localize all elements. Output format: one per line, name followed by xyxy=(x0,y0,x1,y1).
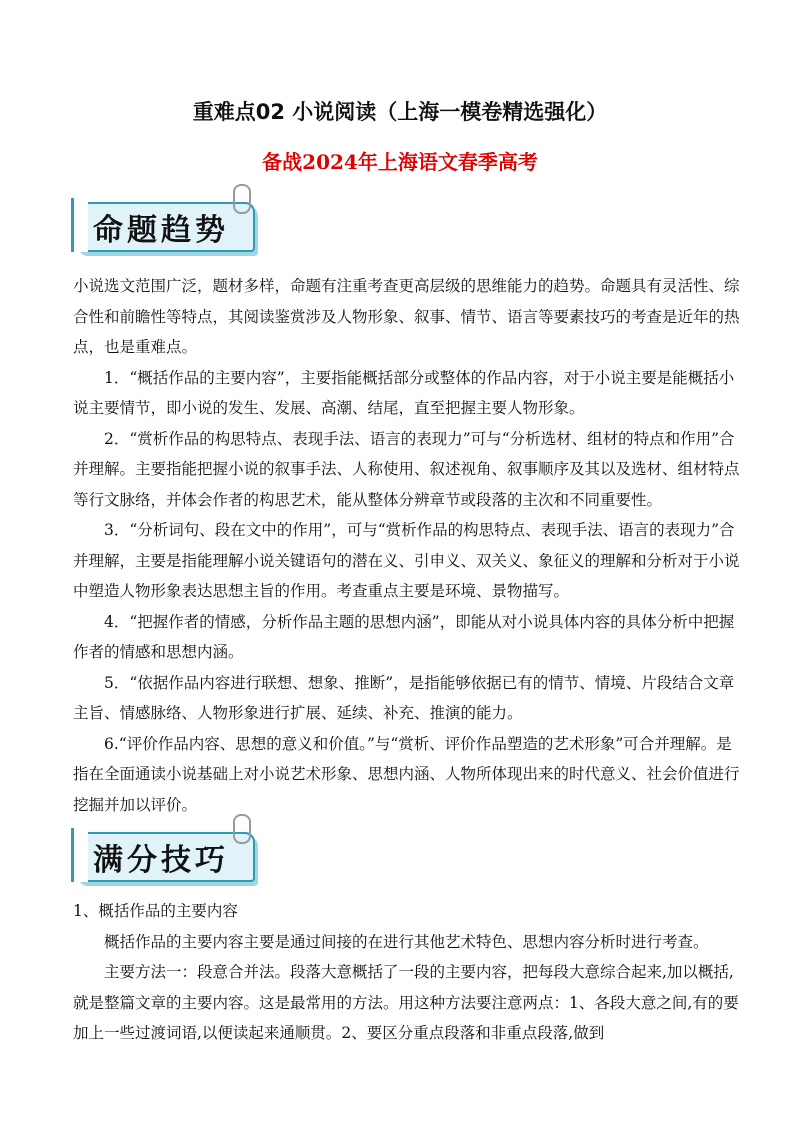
paragraph: 3．“分析词句、段在文中的作用”，可与“赏析作品的构思特点、表现手法、语言的表现力”合并理解，主要是指能理解小说关键语句的潜在义、引申义、双关义、象征义的理解和分析对于小说中塑造人物形象表达思想主旨的作用。考查重点主要是环境、景物描写。 xyxy=(73,521,740,600)
paragraph: 小说选文范围广泛，题材多样，命题有注重考查更高层级的思维能力的趋势。命题具有灵活性、综合性和前瞻性等特点，其阅读鉴赏涉及人物形象、叙事、情节、语言等要素技巧的考查是近年的热点，也是重难点。 xyxy=(73,277,740,356)
paragraph: 概括作品的主要内容主要是通过间接的在进行其他艺术特色、思想内容分析时进行考查。 xyxy=(104,932,709,951)
section-heading: 1、概括作品的主要内容 xyxy=(73,902,238,920)
document-subtitle: 备战2024年上海语文春季高考 xyxy=(262,150,538,174)
section-skills-body xyxy=(73,896,743,1049)
paragraph: 主要方法一：段意合并法。段落大意概括了一段的主要内容，把每段大意综合起来,加以概括,就是整篇文章的主要内容。这是最常用的方法。用这种方法要注意两点：1、各段大意之间,有的要加上一些过渡词语,以便读起来通顺贯。2、要区分重点段落和非重点段落,做到 xyxy=(73,963,739,1042)
paperclip-icon xyxy=(233,184,251,214)
banner-fold xyxy=(71,198,88,252)
section-banner-skills xyxy=(75,826,263,884)
section-trend-body xyxy=(73,271,743,820)
banner-fold xyxy=(71,828,88,882)
banner-label: 满分技巧 xyxy=(93,843,229,878)
document-title: 重难点02 小说阅读（上海一模卷精选强化） xyxy=(192,100,608,124)
paragraph: 4．“把握作者的情感，分析作品主题的思想内涵”，即能从对小说具体内容的具体分析中把握作者的情感和思想内涵。 xyxy=(73,612,735,661)
paragraph: 5．“依据作品内容进行联想、想象、推断”，是指能够依据已有的情节、情境、片段结合文章主旨、情感脉络、人物形象进行扩展、延续、补充、推演的能力。 xyxy=(73,673,735,722)
banner-label: 命题趋势 xyxy=(93,213,229,248)
paragraph: 6.“评价作品内容、思想的意义和价值。”与“赏析、评价作品塑造的艺术形象”可合并理解。是指在全面通读小说基础上对小说艺术形象、思想内涵、人物所体现出来的时代意义、社会价值进行挖掘并加以评价。 xyxy=(73,734,740,814)
section-banner-trend xyxy=(75,196,263,254)
paperclip-icon xyxy=(233,814,251,844)
paragraph: 1．“概括作品的主要内容”，主要指能概括部分或整体的作品内容，对于小说主要是能概括小说主要情节，即小说的发生、发展、高潮、结尾，直至把握主要人物形象。 xyxy=(73,368,735,417)
paragraph: 2．“赏析作品的构思特点、表现手法、语言的表现力”可与“分析选材、组材的特点和作用”合并理解。主要指能把握小说的叙事手法、人称使用、叙述视角、叙事顺序及其以及选材、组材特点等行文脉络，并体会作者的构思艺术，能从整体分辨章节或段落的主次和不同重要性。 xyxy=(73,429,740,509)
